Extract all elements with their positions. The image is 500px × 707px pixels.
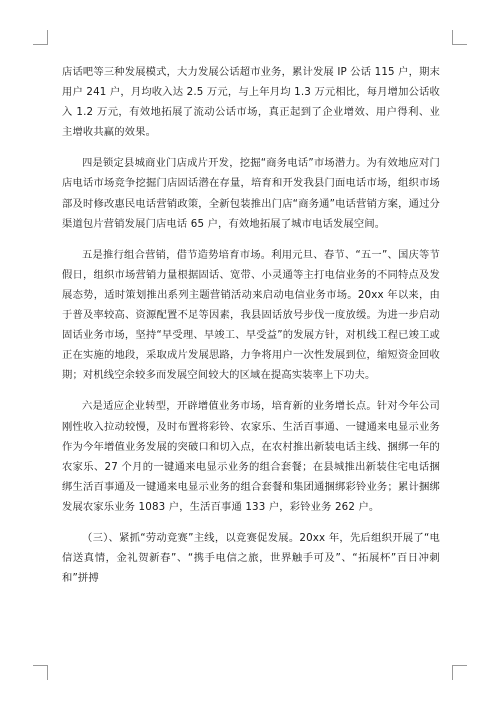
paragraph-2: 四是锁定县城商业门店成片开发，挖掘“商务电话”市场潜力。为有效地应对门店电话市场竞争挖掘门店固话潜在存量，培育和开发我县门面电话市场，组织市场部及时修改惠民电话营销政策，全新包装推出门店“商务通”电话营销方案，通过分渠道包片营销发展门店电话 65 户，有效地拓展了城市电话发展空间。: [62, 157, 440, 230]
crop-mark-top-left-h: [33, 44, 48, 45]
paragraph-5: （三）、紧抓“劳动竞赛”主线，以竞赛促发展。20xx 年，先后组织开展了“电信送真情，金礼贺新春”、“携手电信之旅，世界触手可及”、“拓展杯”百日冲刺和”拼搏: [62, 531, 440, 585]
crop-mark-top-right-v: [452, 30, 453, 45]
crop-mark-top-left-v: [47, 30, 48, 45]
crop-mark-bottom-left-v: [47, 665, 48, 680]
crop-mark-bottom-right-h: [452, 665, 467, 666]
crop-mark-top-right-h: [452, 44, 467, 45]
crop-mark-bottom-left-h: [33, 665, 48, 666]
crop-mark-bottom-right-v: [452, 665, 453, 680]
paragraph-1: 店话吧等三种发展模式，大力发展公话超市业务，累计发展 IP 公话 115 户，期末用户 241 户，月均收入达 2.5 万元，与上年月均 1.3 万元相比，每月增加公话收入 1.2 万元，有效地拓展了流动公话市场，真正起到了企业增效、用户得利、业主增收共赢的效果。: [62, 66, 440, 139]
paragraph-3: 五是推行组合营销，借节造势培育市场。利用元旦、春节、“五一”、国庆等节假日，组织市场营销力量根据固话、宽带、小灵通等主打电信业务的不同特点及发展态势，适时策划推出系列主题营销活动来启动电信业务市场。20xx 年以来，由于普及率较高、资源配置不足等因素，我县固话放号步伐一度放缓。为进一步启动固话业务市场，坚持“早受理、早竣工、早受益”的发展方针，对机线工程已竣工或正在实施的地段，采取成片发展思路，力争将用户一次性发展到位，缩短资金回收期；对机线空余较多而发展空间较大的区域在提高实装率上下功夫。: [62, 248, 440, 382]
paragraph-4: 六是适应企业转型，开辟增值业务市场，培育新的业务增长点。针对今年公司刚性收入拉动较慢，及时布置将彩铃、农家乐、生活百事通、一键通来电显示业务作为今年增值业务发展的突破口和切入点，在农村推出新装电话主线、捆绑一年的农家乐、27 个月的一键通来电显示业务的组合套餐；在县城推出新装住宅电话捆绑生活百事通及一键通来电显示业务的组合套餐和集团通捆绑彩铃业务；累计捆绑发展农家乐业务 1083 户，生活百事通 133 户，彩铃业务 262 户。: [62, 400, 440, 513]
document-body: [62, 62, 440, 599]
